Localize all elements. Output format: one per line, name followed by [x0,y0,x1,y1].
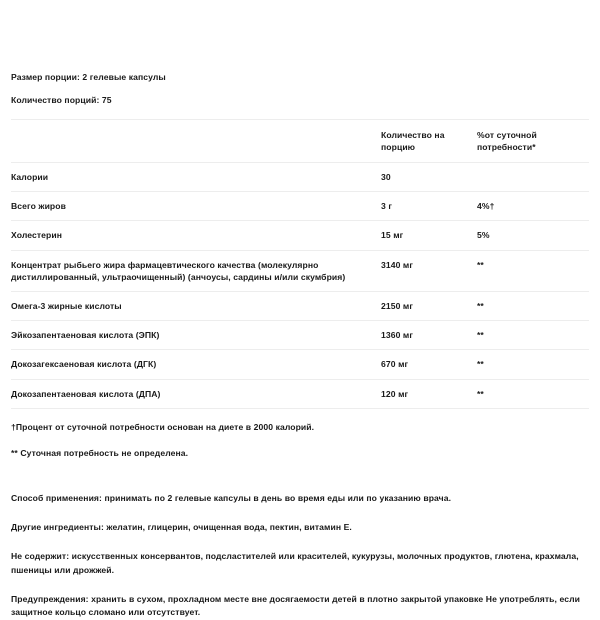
supplement-facts-table [11,119,589,409]
table-row [11,321,589,350]
nutrient-amount: 2150 мг [381,292,477,321]
table-row [11,192,589,221]
nutrient-daily-value [477,163,589,192]
footnote-not-established: ** Суточная потребность не определена. [11,448,189,459]
other-ingredients-text: Другие ингредиенты: желатин, глицерин, очищенная вода, пектин, витамин Е. [11,522,352,533]
serving-info [0,0,600,106]
nutrient-name: Всего жиров [11,192,381,221]
nutrient-name: Концентрат рыбьего жира фармацевтического качества (молекулярно дистиллированный, ультраочищенный) (анчоусы, сардины и/или скумбрия) [11,250,381,291]
nutrient-daily-value: ** [477,379,589,408]
table-row [11,250,589,291]
table-row [11,379,589,408]
nutrient-daily-value: ** [477,321,589,350]
nutrient-amount: 120 мг [381,379,477,408]
warnings-text: Предупреждения: хранить в сухом, прохладном месте вне досягаемости детей в плотно закрытой упаковке Не употреблять, если защитное кольцо сломано или отсутствует. [11,594,581,618]
nutrient-amount: 3 г [381,192,477,221]
table-row [11,163,589,192]
directions-text: Способ применения: принимать по 2 гелевые капсулы в день во время еды или по указанию врача. [11,492,452,503]
nutrient-daily-value: ** [477,250,589,291]
table-header-row [11,119,589,162]
nutrient-name: Холестерин [11,221,381,250]
nutrient-amount: 1360 мг [381,321,477,350]
table-row [11,350,589,379]
nutrient-name: Эйкозапентаеновая кислота (ЭПК) [11,321,381,350]
nutrient-daily-value: ** [477,350,589,379]
nutrient-amount: 15 мг [381,221,477,250]
free-of-text: Не содержит: искусственных консервантов, подсластителей или красителей, кукурузы, молочных продуктов, глютена, крахмала, пшеницы или дрожжей. [11,551,579,575]
table-row [11,221,589,250]
nutrient-amount: 3140 мг [381,250,477,291]
table-body [11,163,589,409]
footnotes [0,409,600,460]
table-row [11,292,589,321]
nutrient-daily-value: 4%† [477,192,589,221]
nutrient-name: Калории [11,163,381,192]
column-header-amount-per-serving: Количество на порцию [381,119,477,162]
nutrient-amount: 670 мг [381,350,477,379]
nutrient-amount: 30 [381,163,477,192]
table-head [11,119,589,162]
nutrient-name: Омега-3 жирные кислоты [11,292,381,321]
nutrient-daily-value: ** [477,292,589,321]
column-header-nutrient [11,119,381,162]
serving-size: Размер порции: 2 гелевые капсулы [11,72,166,82]
nutrient-name: Докозапентаеновая кислота (ДПА) [11,379,381,408]
nutrient-daily-value: 5% [477,221,589,250]
column-header-percent-daily-value: %от суточной потребности* [477,119,589,162]
nutrient-name: Докозагексаеновая кислота (ДГК) [11,350,381,379]
footnote-daily-value-basis: †Процент от суточной потребности основан на диете в 2000 калорий. [11,421,315,432]
servings-per-container: Количество порций: 75 [11,95,112,106]
usage-information [0,474,600,620]
